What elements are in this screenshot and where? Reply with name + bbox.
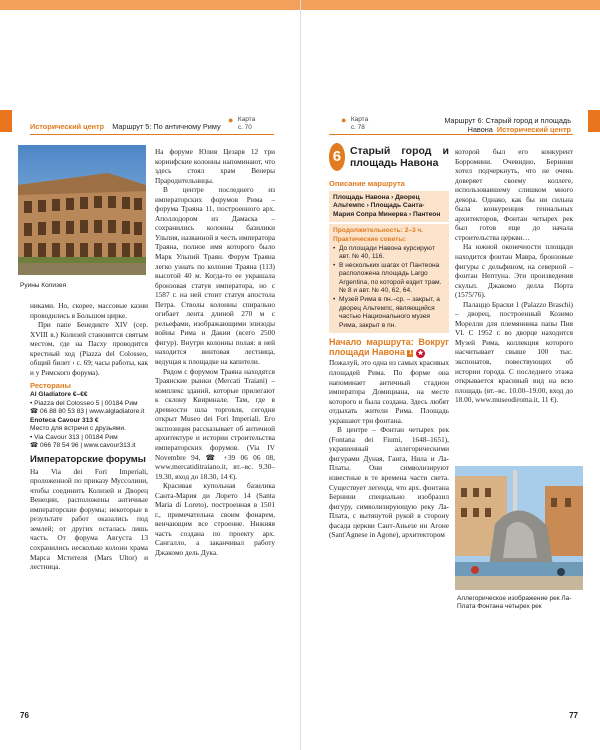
header-route: Маршрут 5: По античному Риму — [112, 122, 221, 131]
route-info-box — [329, 191, 449, 223]
fountain-caption: Аллегорическое изображение рек Ла-Плата Фонтана четырех рек — [457, 595, 572, 610]
left-column-2 — [155, 147, 275, 558]
map-pin-icon: ● — [341, 115, 347, 125]
paragraph: Палаццо Браски 1 (Palazzo Braschi) – дворец, построенный Козимо Морелли для племянника папы Пия VI. С 1952 г. во дворце находится Музей Рима, коллекция которого насчитывает свыше 100 тыс. экспонатов, повествующих об истории города. С последнего этажа открывается красивый вид на всю площадь (вт.–вс. 10.00–19.00, вход до 18.00, www.museodiroma.it, 11 €). — [455, 299, 573, 405]
top-color-bar — [0, 0, 300, 10]
restaurant-desc: Место для встречи с друзьями. — [30, 425, 126, 433]
restaurant-name: Enoteca Cavour 313 € — [30, 416, 99, 424]
restaurant-address: • Via Cavour 313 | 00184 Рим — [30, 433, 118, 441]
map-label: Карта — [350, 116, 369, 123]
header-route-line2: Навона — [467, 125, 493, 134]
paragraph: В центре – Фонтан четырех рек (Fontana dei Fiumi, 1648–1651), украшенный аллегорическими фигурами Дуная, Ганга, Нила и Ла-Платы. Они символизируют известные в те времена части света. Существует легенда, что арх. фонтана Бернини специально изобразил фигуру, символизирующую реку Ла-Плата, с вытянутой рукой в сторону фасада церкви Сант-Аньезе ин Агоне (Sant'Agnese in Agone), архитектором — [329, 425, 449, 540]
paragraph: Пожалуй, это одна из самых красивых площадей Рима. По форме она напоминает античный стадион императора Домициана, на месте которого и была создана. Здесь любят отдыхать жители Рима. Площадь украшают три фонтана. — [329, 358, 449, 425]
header-rule — [30, 134, 274, 135]
header-rule — [329, 134, 573, 135]
practical-tips-box — [329, 224, 449, 333]
start-heading-text: Начало маршрута: Вокруг площади Навона — [329, 337, 449, 358]
map-reference — [341, 116, 368, 132]
map-label: Карта — [237, 116, 256, 123]
right-column-2 — [455, 147, 573, 405]
paragraph: При папе Бенедикте XIV (сер. XVIII в.) Колизей становится святым местом, где на Пасху проводится крестный ход (Piazza del Colosseo, общий билет › с. 69; часы работы, как и у Римского форума). — [30, 320, 148, 377]
tip-item: • В нескольких шагах от Пантеона расположена площадь Largo Argentina, по которой ездит трам. № 8 и авт. № 40, 62, 64. — [333, 262, 445, 296]
right-column-1 — [329, 143, 449, 540]
header-section: Исторический центр — [496, 125, 571, 134]
restaurant-contact[interactable]: ☎ 066 78 54 96 | www.cavour313.it — [30, 442, 136, 450]
poi-badge: 1 — [408, 350, 412, 357]
restaurant-name: Al Gladiatore €–€€ — [30, 390, 88, 398]
colosseum-photo — [18, 145, 146, 275]
restaurant-contact[interactable]: ☎ 06 88 80 53 83 | www.algladiatore.it — [30, 408, 145, 416]
restaurant-block — [30, 391, 148, 451]
paragraph: никами. Но, скорее, массовые казни проводились в Большом цирке. — [30, 301, 148, 320]
paragraph: Красивая купольная базилика Санта-Мария ди Лорето 14 (Santa Maria di Loreto), построенная в 1501 г., примечательна своим фонарем, венчающим все строение. Нижняя часть создана по проекту арх. Сангалло, а заканчивал работу Джакомо дель Дука. — [155, 481, 275, 557]
fountain-photo — [455, 466, 583, 590]
colosseum-caption: Руины Колизея — [20, 282, 67, 289]
restaurant-address: • Piazza del Colosseo 5 | 00184 Рим — [30, 399, 138, 407]
map-reference — [228, 116, 255, 132]
paragraph: На форуме Юлия Цезаря 12 три коринфские колонны напоминают, что здесь стоял храм Венеры Прародительницы. — [155, 147, 275, 185]
map-page-ref: с. 70 — [237, 124, 252, 131]
tips-heading: Практические советы: — [333, 235, 407, 243]
description-heading: Описание маршрута — [329, 179, 405, 188]
restaurants-heading: Рестораны — [30, 381, 71, 391]
top-color-bar — [301, 0, 600, 10]
route-title-block — [329, 143, 449, 171]
duration: Продолжительность: 2–3 ч. — [333, 227, 424, 235]
route-number-badge: 6 — [329, 143, 345, 171]
route-path: Площадь Навона › Дворец Альтемпс › Площадь Санта-Мария Сопра Минерва › Пантеон — [333, 193, 441, 218]
paragraph: На южной оконечности площади находится фонтан Мавра, бронзовые фигуры с дельфином, на северной – фонтан Нептуна. Эти произведения скульп. Джакомо делла Порта (1575/76). — [455, 242, 573, 300]
paragraph: В центре последнего из императорских форумов Рима – форума Траяна 11, построенного арх. Аполлодором из Дамаска – сохранились колонны базилики Ульпия, названной в честь императора Траяна, полное имя которого было Марк Ульпий Траян. Форум Траяна легко узнать по колонне Траяна (113) высотой 40 м. Когда-то ее украшала бронзовая статуя императора, но с 1587 г. на ней стоит статуя апостола Петра. Стволы колонны спирально огибает лента длиной 270 м с рельефами, изображающими эпизоды войны Рима и Дакии (всего 2500 фигур). Внутри колонны полая: в ней находится винтовая лестница, ведущая к площадке на капители. — [155, 185, 275, 367]
paragraph: На Via dei Fori Imperiali, проложенной по приказу Муссолини, чтобы соединить Колизей и Дворец Венеции, расположены античные императорские форумы; некоторые в результате работ оказались под землей; от других осталась лишь часть. От форума Августа 13 сохранились несколько колонн храма Марса Мстителя (Mars Ultor) и лестница. — [30, 466, 148, 572]
paragraph: Рядом с форумом Траяна находятся Траянские рынки (Mercati Traiani) – комплекс зданий, которые прилегают к склону Квиринале. Там, где в древности шла торговля, сегодня открыт Museo dei Fori Imperiali. Его экспозиция рассказывает об античной архитектуре и истории строительства императорских форумов. (Via IV Novembre 94, ☎ +39 06 06 08, www.mercatiditraiano.it, вт.–вс. 9.30–19.30, вход до 18.30, 14 €). — [155, 366, 275, 481]
star-icon: ★ — [417, 350, 424, 358]
left-column-1 — [30, 301, 148, 572]
forums-heading: Императорские форумы — [30, 454, 146, 466]
running-header — [30, 122, 221, 131]
map-pin-icon: ● — [228, 115, 234, 125]
tip-item: • До площади Навона курсируют авт. № 40, 116. — [333, 245, 445, 262]
page-tab-marker — [0, 110, 12, 132]
paragraph: которой был его конкурент Борромини. Очевидно, Бернини хотел подчеркнуть, что не очень доверяет своему коллеге, использовавшему слишком много декора. Однако, как бы ни сильна была конкуренция гениальных архитекторов, Фонтан четырех рек был готов еще до начала строительства церкви… — [455, 147, 573, 242]
map-page-ref: с. 78 — [350, 124, 365, 131]
start-heading — [329, 337, 449, 358]
header-route-line1: Маршрут 6: Старый город и площадь — [444, 116, 571, 125]
route-title: Старый город и площадь Навона — [349, 145, 449, 169]
page-tab-marker — [588, 110, 600, 132]
running-header — [441, 116, 571, 134]
page-number: 76 — [20, 711, 29, 720]
tip-item: • Музей Рима в пн.–ср. – закрыт, а дворец Альтемпс, являющийся частью Национального музея Рима, закрыт в пн. — [333, 296, 445, 330]
page-number: 77 — [569, 711, 578, 720]
right-page — [300, 0, 600, 750]
header-section: Исторический центр — [30, 122, 105, 131]
